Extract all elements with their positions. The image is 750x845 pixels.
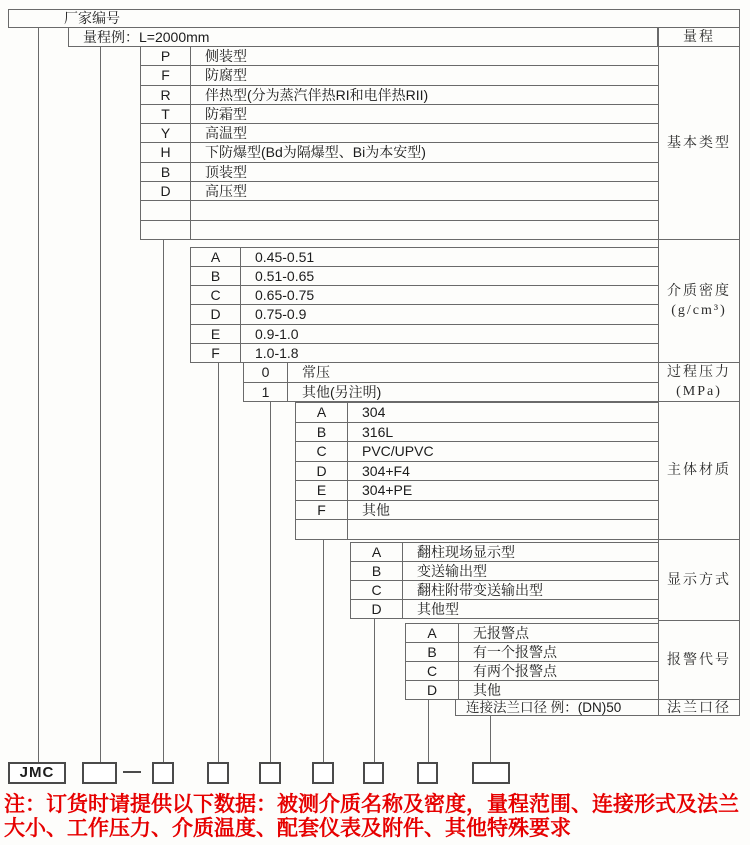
code-row [296, 501, 658, 521]
code-input-box [259, 762, 281, 784]
code-row [191, 248, 658, 267]
connector-line [163, 239, 164, 763]
code-cell: B [296, 423, 348, 442]
code-row [141, 47, 658, 66]
code-row [141, 66, 658, 85]
code-row [296, 442, 658, 462]
code-cell: A [296, 403, 348, 422]
description-cell: 防霜型 [205, 105, 247, 122]
model-prefix-label: JMC [19, 764, 55, 781]
code-input-box [312, 762, 334, 784]
code-cell: C [406, 662, 459, 680]
category-label: 量程 [659, 28, 739, 47]
factory-number-row [8, 9, 740, 28]
description-cell: 304+PE [362, 482, 413, 499]
order-note-line1: 注：订货时请提供以下数据：被测介质名称及密度，量程范围、连接形式及法兰 [4, 793, 739, 816]
code-cell: D [406, 681, 459, 699]
code-row [191, 267, 658, 286]
description-cell: 顶装型 [205, 163, 247, 180]
section-table-medium-density [190, 247, 658, 363]
description-cell [348, 520, 658, 539]
code-row [141, 105, 658, 124]
description-cell: 316L [362, 423, 394, 440]
code-cell: D [351, 600, 403, 618]
description-cell: 侧装型 [205, 48, 247, 64]
description-cell: 304+F4 [362, 462, 410, 479]
code-row [351, 562, 658, 581]
connector-line [218, 362, 219, 763]
description-cell: 无报警点 [473, 625, 529, 641]
description-cell: PVC/UPVC [362, 443, 434, 460]
code-cell: F [296, 501, 348, 520]
description-cell: 0.75-0.9 [255, 306, 307, 323]
description-cell: 有一个报警点 [473, 644, 557, 660]
code-cell: B [406, 643, 459, 661]
code-row [191, 325, 658, 344]
code-row [141, 86, 658, 105]
code-input-box [82, 762, 117, 784]
code-cell: R [141, 86, 191, 104]
code-cell: Y [141, 124, 191, 142]
code-cell: E [296, 481, 348, 500]
code-input-box [152, 762, 174, 784]
category-label: 基本类型 [659, 47, 739, 240]
code-row [191, 344, 658, 363]
code-row [141, 201, 658, 220]
code-row [141, 182, 658, 201]
code-row [141, 143, 658, 162]
factory-number-label: 厂家编号 [64, 10, 120, 26]
range-row [68, 27, 658, 47]
code-cell: C [351, 581, 403, 599]
code-input-box [207, 762, 229, 784]
code-row [191, 286, 658, 305]
order-note [4, 793, 748, 840]
code-cell [141, 201, 191, 219]
section-table-display-mode [350, 542, 658, 619]
connector-line [100, 46, 101, 763]
section-table-body-material [295, 402, 658, 540]
code-cell: A [351, 543, 403, 561]
category-label: 法兰口径 [667, 701, 731, 716]
description-cell: 高压型 [205, 183, 247, 200]
code-row [406, 643, 658, 662]
code-cell: D [191, 305, 241, 323]
connector-line [374, 618, 375, 763]
code-cell: B [351, 562, 403, 580]
description-cell: 变送输出型 [417, 563, 487, 579]
description-cell: 伴热型(分为蒸汽伴热RI和电伴热RII) [205, 86, 429, 103]
description-cell: 常压 [302, 364, 330, 380]
code-row [141, 163, 658, 182]
section-table-alarm-code [405, 623, 658, 700]
flange-size-label: 连接法兰口径 例：(DN)50 [466, 700, 622, 715]
code-row [351, 600, 658, 619]
code-cell: E [191, 325, 241, 343]
description-cell: 1.0-1.8 [255, 344, 299, 361]
description-cell: 0.65-0.75 [255, 287, 315, 304]
description-cell: 0.9-1.0 [255, 325, 299, 342]
connector-line [490, 716, 491, 763]
flange-size-row [455, 699, 658, 716]
code-cell: 0 [244, 363, 288, 382]
code-row [244, 383, 658, 403]
code-row [351, 543, 658, 562]
code-cell: 1 [244, 383, 288, 402]
code-row [351, 581, 658, 600]
section-table-basic-type [140, 46, 658, 240]
code-row [296, 462, 658, 482]
connector-line [38, 27, 39, 763]
category-label-column [658, 27, 740, 716]
description-cell: 304 [362, 404, 386, 420]
code-cell: A [406, 624, 459, 642]
description-cell: 有两个报警点 [473, 663, 557, 679]
category-label: 过程压力 (MPa) [659, 363, 739, 402]
code-cell: F [191, 344, 241, 362]
code-input-box [363, 762, 384, 784]
description-cell: 防腐型 [205, 67, 247, 84]
connector-line [428, 699, 429, 763]
code-cell: A [191, 248, 241, 266]
description-cell: 0.45-0.51 [255, 249, 315, 265]
code-cell: T [141, 105, 191, 123]
code-row [191, 305, 658, 324]
code-cell: F [141, 66, 191, 84]
connector-line [270, 401, 271, 763]
code-row [244, 363, 658, 383]
code-input-box [417, 762, 438, 784]
code-cell [141, 221, 191, 239]
code-row [296, 481, 658, 501]
code-cell: C [191, 286, 241, 304]
description-cell: 其他 [473, 682, 501, 698]
description-cell: 下防爆型(Bd为隔爆型、Bi为本安型) [205, 144, 426, 161]
code-cell [296, 520, 348, 539]
category-label: 报警代号 [659, 621, 739, 700]
code-row [296, 423, 658, 443]
code-cell: B [141, 163, 191, 181]
category-label: 主体材质 [659, 402, 739, 540]
description-cell: 高温型 [205, 125, 247, 142]
code-cell: H [141, 143, 191, 161]
category-label: 显示方式 [659, 540, 739, 621]
code-cell: P [141, 47, 191, 65]
dash-separator [123, 771, 141, 773]
description-cell [191, 221, 658, 239]
code-input-box [472, 762, 510, 784]
code-cell: D [141, 182, 191, 200]
description-cell: 0.51-0.65 [255, 268, 315, 285]
description-cell: 翻柱附带变送输出型 [417, 582, 543, 598]
connector-line [323, 539, 324, 763]
code-cell: B [191, 267, 241, 285]
range-example-label: 量程例：L=2000mm [83, 29, 210, 45]
code-row [406, 681, 658, 700]
description-cell: 其他型 [417, 601, 459, 617]
category-label: 介质密度 (g/cm³) [659, 240, 739, 363]
order-note-line2: 大小、工作压力、介质温度、配套仪表及附件、其他特殊要求 [4, 816, 571, 840]
code-row [141, 221, 658, 240]
code-row [296, 520, 658, 540]
description-cell: 其他(另注明) [302, 383, 382, 400]
code-row [406, 624, 658, 643]
description-cell: 翻柱现场显示型 [417, 544, 515, 560]
code-row [406, 662, 658, 681]
code-row [141, 124, 658, 143]
description-cell [191, 201, 658, 219]
code-cell: C [296, 442, 348, 461]
code-row [296, 403, 658, 423]
section-table-process-pressure [243, 362, 658, 402]
code-cell: D [296, 462, 348, 481]
model-prefix-box [8, 762, 66, 784]
description-cell: 其他 [362, 501, 390, 518]
